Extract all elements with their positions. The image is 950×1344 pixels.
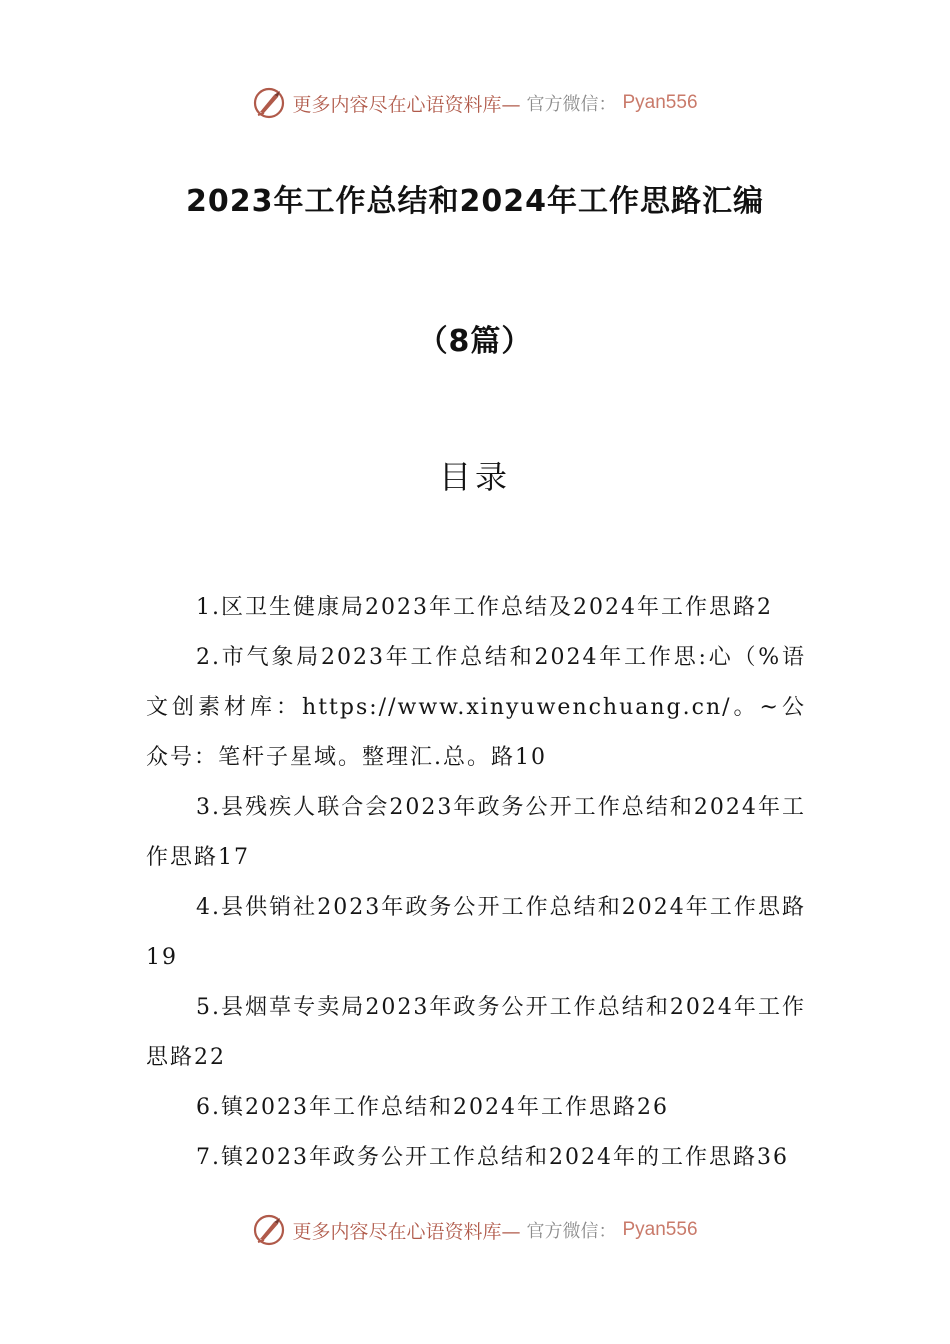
- toc-item-4[interactable]: 4.县供销社2023年政务公开工作总结和2024年工作思路19: [146, 895, 806, 970]
- toc-item-1[interactable]: 1.区卫生健康局2023年工作总结及2024年工作思路2: [196, 595, 773, 620]
- toc-item-6[interactable]: 6.镇2023年工作总结和2024年工作思路26: [196, 1095, 669, 1120]
- toc-item-5[interactable]: 5.县烟草专卖局2023年政务公开工作总结和2024年工作思路22: [146, 995, 806, 1070]
- quill-pen-logo-icon: [252, 86, 286, 120]
- toc-item-7[interactable]: 7.镇2023年政务公开工作总结和2024年的工作思路36: [196, 1145, 789, 1170]
- header-watermark: [0, 83, 950, 123]
- document-subtitle: （8篇）: [417, 324, 533, 359]
- toc-heading: 目录: [438, 458, 511, 496]
- watermark-brand-text: 更多内容尽在心语资料库—: [292, 1220, 521, 1243]
- footer-watermark: [0, 1210, 950, 1250]
- watermark-label: 官方微信：: [526, 94, 617, 115]
- table-of-contents: [146, 583, 806, 1183]
- toc-item-3[interactable]: 3.县残疾人联合会2023年政务公开工作总结和2024年工作思路17: [146, 795, 806, 870]
- watermark-wechat-id: Pyan556: [622, 1219, 698, 1240]
- watermark-label: 官方微信：: [526, 1221, 617, 1242]
- document-title: 2023年工作总结和2024年工作思路汇编: [186, 184, 764, 219]
- quill-pen-logo-icon: [252, 1213, 286, 1247]
- watermark-wechat-id: Pyan556: [622, 92, 698, 113]
- toc-item-2[interactable]: 2.市气象局2023年工作总结和2024年工作思:心（%语文创素材库：https://www.xinyuwenchuang.cn/。~公众号：笔杆子星域。整理汇.总。路10: [146, 645, 806, 770]
- watermark-brand-text: 更多内容尽在心语资料库—: [292, 93, 521, 116]
